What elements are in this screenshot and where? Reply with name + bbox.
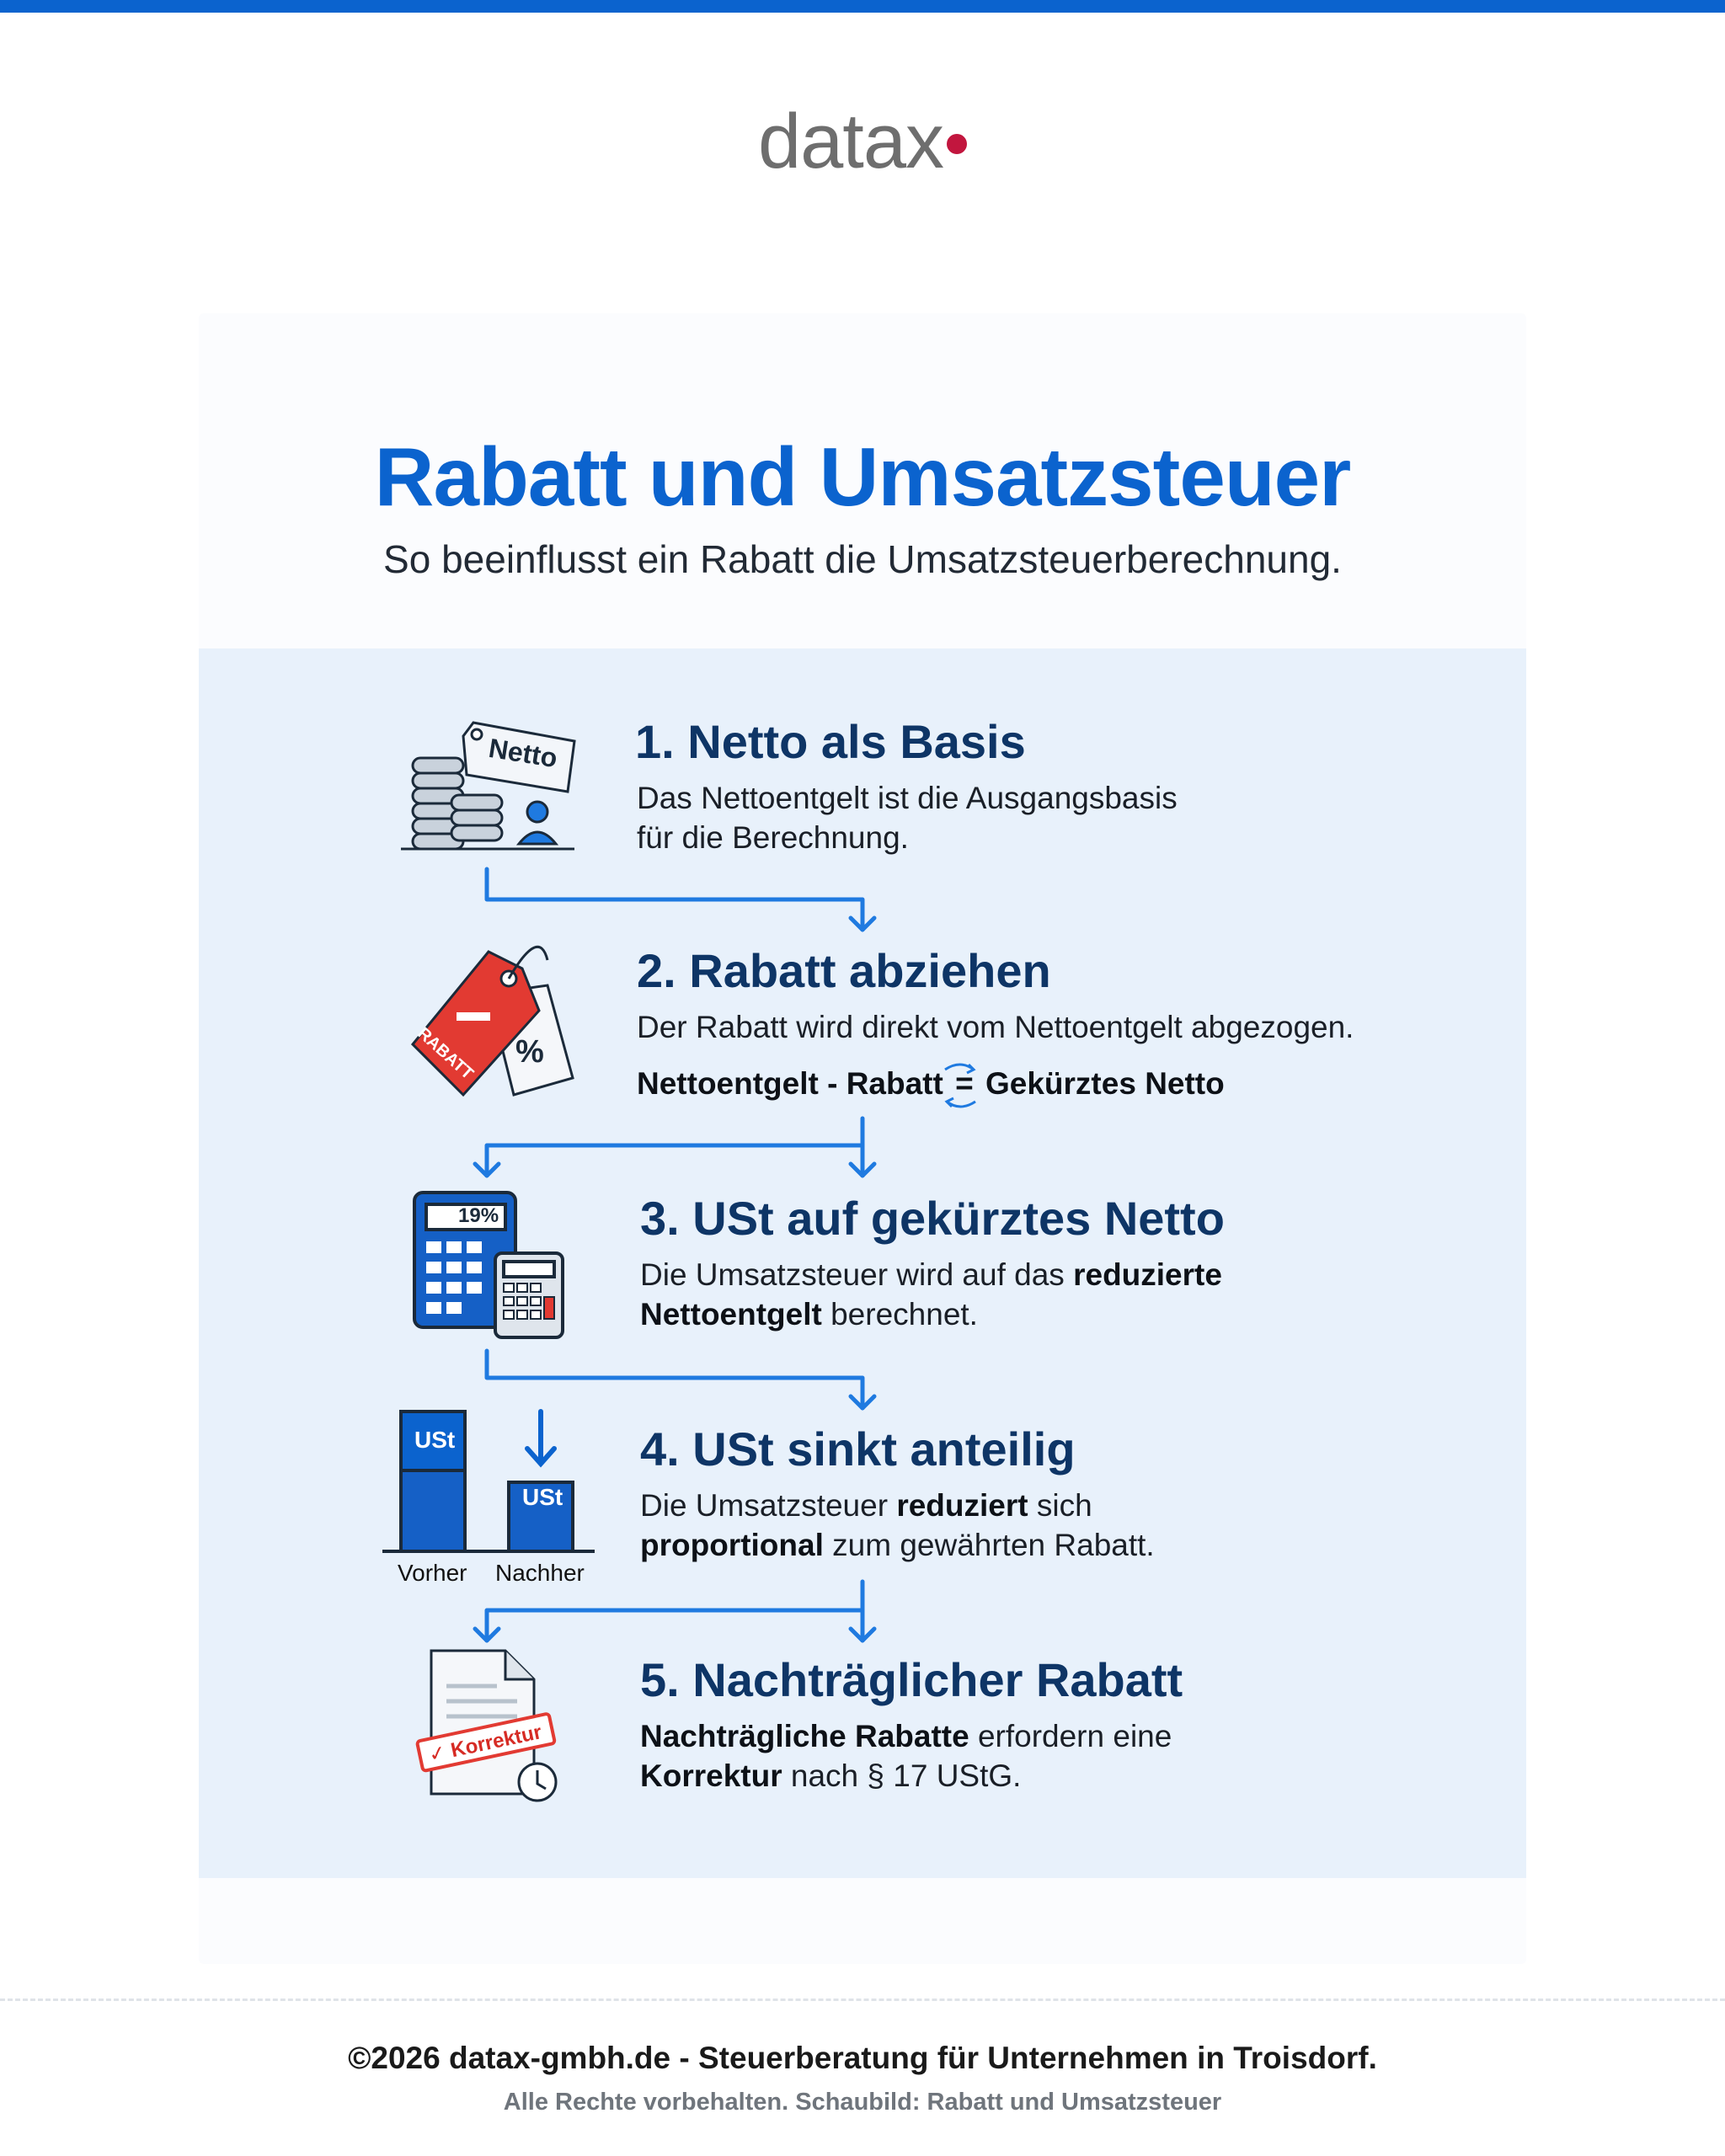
- bar-after-label: Nachher: [495, 1560, 585, 1586]
- page-subtitle: So beeinflusst ein Rabatt die Umsatzsteuerberechnung.: [383, 537, 1342, 581]
- step-2-title: 2. Rabatt abziehen: [637, 944, 1051, 997]
- step-4-text-a: Die Umsatzsteuer: [640, 1488, 897, 1523]
- step-3-title: 3. USt auf gekürztes Netto: [640, 1192, 1225, 1245]
- step-3-text: [640, 1255, 1482, 1334]
- step-5-text-bold-2: Korrektur: [640, 1758, 782, 1793]
- bar-comparison-icon: [379, 1406, 598, 1558]
- calculator-display-label: 19%: [458, 1204, 499, 1227]
- step-3-text-bold-2: Nettoentgelt: [640, 1297, 822, 1331]
- step-4-text-e: zum gewährten Rabatt.: [823, 1528, 1155, 1562]
- step-2-text: Der Rabatt wird direkt vom Nettoentgelt abgezogen.: [637, 1010, 1354, 1044]
- formula-left: Nettoentgelt - Rabatt: [637, 1066, 943, 1101]
- step-1-title: 1. Netto als Basis: [635, 715, 1026, 768]
- connector-1-2: [487, 869, 862, 930]
- percent-tag-label: %: [515, 1034, 544, 1070]
- footer-copyright: ©2026 datax-gmbh.de - Steuerberatung für Unternehmen in Troisdorf.: [348, 2041, 1377, 2075]
- step-4-text-bold-2: proportional: [640, 1528, 824, 1562]
- step-5-text: [640, 1716, 1482, 1796]
- recalculate-arrows-icon: [938, 1058, 982, 1113]
- price-tag-icon: [396, 935, 581, 1103]
- footer-divider: [0, 1999, 1725, 2001]
- step-5-title: 5. Nachträglicher Rabatt: [640, 1653, 1183, 1706]
- step-1-text-line-1: Das Nettoentgelt ist die Ausgangsbasis: [637, 781, 1178, 815]
- step-5-text-b: erfordern eine: [969, 1719, 1172, 1753]
- step-5-text-bold-1: Nachträgliche Rabatte: [640, 1719, 969, 1753]
- step-2-formula: [637, 1065, 1225, 1103]
- formula-equals: [952, 1066, 977, 1101]
- step-3-text-d: berechnet.: [821, 1297, 978, 1331]
- step-1-text: [637, 778, 1479, 857]
- bar-before-tag: USt: [414, 1427, 456, 1453]
- connector-3-4: [487, 1351, 862, 1408]
- step-3-text-bold-1: reduzierte: [1073, 1257, 1222, 1292]
- footer-rights: Alle Rechte vorbehalten. Schaubild: Rabatt und Umsatzsteuer: [503, 2089, 1222, 2116]
- formula-equals-sign: =: [955, 1066, 974, 1101]
- bar-after-tag: USt: [522, 1484, 563, 1510]
- document-correction-icon: [413, 1646, 564, 1806]
- step-3-text-a: Die Umsatzsteuer wird auf das: [640, 1257, 1074, 1292]
- step-5-text-d: nach § 17 UStG.: [782, 1758, 1022, 1793]
- step-4-title: 4. USt sinkt anteilig: [640, 1422, 1076, 1476]
- step-4-text-c: sich: [1028, 1488, 1092, 1523]
- formula-right: Gekürztes Netto: [985, 1066, 1225, 1101]
- step-4-text-bold-1: reduziert: [896, 1488, 1028, 1523]
- netto-tag-label: Netto: [486, 732, 560, 774]
- page-title: Rabatt und Umsatzsteuer: [374, 430, 1351, 523]
- korrektur-stamp-label: ✓ Korrektur: [426, 1721, 544, 1767]
- step-4-text: [640, 1486, 1482, 1565]
- logo-text: datax: [757, 99, 944, 184]
- rabatt-tag-label: RABATT: [414, 1023, 478, 1084]
- korrektur-stamp-text: Korrektur: [448, 1721, 544, 1763]
- bar-before-label: Vorher: [398, 1560, 467, 1586]
- step-1-text-line-2: für die Berechnung.: [637, 820, 909, 855]
- coins-tag-icon: [396, 707, 581, 859]
